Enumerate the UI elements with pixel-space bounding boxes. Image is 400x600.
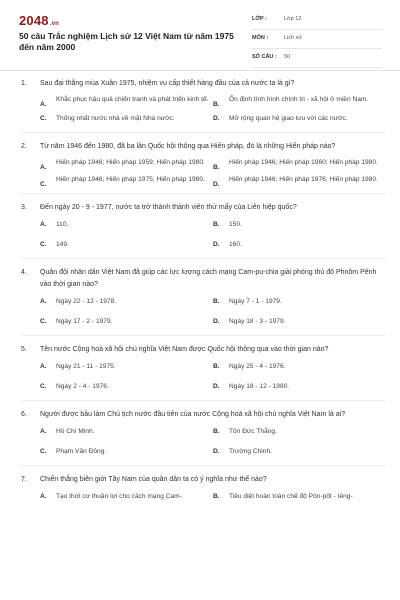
- answer-options: [21, 297, 386, 327]
- option-text: Ngày 7 - 1 - 1979.: [229, 298, 282, 305]
- option-letter: D.: [213, 240, 220, 248]
- option-text: Ngày 18 - 12 - 1980.: [229, 382, 290, 390]
- option-a[interactable]: [40, 427, 213, 438]
- option-a[interactable]: [40, 158, 213, 169]
- option-d[interactable]: [213, 317, 386, 328]
- question-6: [0, 409, 400, 466]
- option-text: Ngày 22 - 12 - 1978.: [56, 298, 117, 305]
- meta-row-subject: [252, 33, 382, 49]
- meta-value: Lịch sử: [284, 35, 303, 41]
- option-letter: B.: [213, 164, 220, 171]
- question-number: 6.: [21, 411, 27, 418]
- meta-row-class: [252, 14, 382, 30]
- question-body: Chiến thắng biên giới Tây Nam của quân dân ta có ý nghĩa như thế nào?: [40, 476, 267, 483]
- meta-label: SỐ CÂU :: [252, 54, 277, 60]
- question-divider: [21, 258, 386, 259]
- option-c[interactable]: [40, 114, 213, 125]
- option-a[interactable]: [40, 297, 213, 308]
- question-body: Đến ngày 20 - 9 - 1977, nước ta trở thành thành viên thứ mấy của Liên hiệp quốc?: [40, 204, 297, 211]
- option-letter: A.: [40, 493, 47, 500]
- option-text: Tạo thời cơ thuận lợi cho cách mạng Cam-: [56, 493, 182, 500]
- question-number: 2.: [21, 143, 27, 150]
- option-row: [40, 240, 386, 251]
- question-list: [0, 78, 400, 503]
- option-letter: B.: [213, 428, 220, 435]
- option-row: [40, 220, 386, 231]
- option-a[interactable]: [40, 492, 213, 503]
- option-letter: B.: [213, 363, 220, 370]
- option-row: [40, 175, 386, 186]
- option-row: [40, 492, 386, 503]
- option-text: Phạm Văn Đồng.: [56, 447, 107, 455]
- option-letter: D.: [213, 180, 220, 188]
- option-d[interactable]: [213, 240, 386, 251]
- option-text: Ngày 18 - 3 - 1979.: [229, 317, 286, 325]
- option-letter: C.: [40, 317, 47, 325]
- option-text: Hiến pháp 1946; Hiến pháp 1975; Hiến pháp 1980.: [56, 175, 205, 183]
- option-b[interactable]: [213, 427, 386, 438]
- question-divider: [21, 465, 386, 466]
- option-b[interactable]: [213, 492, 386, 503]
- question-number: 3.: [21, 204, 27, 211]
- option-a[interactable]: [40, 362, 213, 373]
- option-letter: A.: [40, 298, 47, 305]
- option-text: 150.: [229, 221, 242, 228]
- option-text: Hiến pháp 1946; Hiến pháp 1976; Hiến pháp 1980.: [229, 175, 378, 183]
- option-text: Ổn định tình hình chính trị - xã hội ở miền Nam.: [229, 96, 369, 103]
- option-text: 110.: [56, 221, 69, 228]
- meta-label: LỚP :: [252, 16, 267, 22]
- question-body: Quân đội nhân dân Việt Nam đã giúp các lực lượng cách mạng Cam-pu-chia giải phóng thủ đô Phnôm Pênh vào thời gian nào?: [40, 269, 377, 288]
- option-row: [40, 297, 386, 308]
- header-divider: [0, 70, 400, 71]
- logo-main: 2048: [19, 13, 49, 28]
- answer-options: [21, 427, 386, 457]
- question-body: Người được bầu làm Chủ tịch nước đầu tiên của nước Cộng hoà xã hội chủ nghĩa Việt Nam là ai?: [40, 411, 346, 418]
- option-letter: A.: [40, 221, 47, 228]
- option-row: [40, 158, 386, 169]
- option-letter: C.: [40, 180, 47, 188]
- option-row: [40, 427, 386, 438]
- option-letter: C.: [40, 240, 47, 248]
- option-letter: C.: [40, 447, 47, 455]
- option-row: [40, 317, 386, 328]
- question-body: Sau đại thắng mùa Xuân 1975, nhiệm vụ cấp thiết hàng đầu của cả nước ta là gì?: [40, 80, 295, 87]
- option-d[interactable]: [213, 447, 386, 458]
- option-b[interactable]: [213, 158, 386, 169]
- option-letter: D.: [213, 114, 220, 122]
- option-letter: B.: [213, 221, 220, 228]
- question-3: [0, 202, 400, 259]
- option-b[interactable]: [213, 95, 386, 106]
- option-text: Khắc phục hậu quả chiến tranh và phát triển kinh tế.: [56, 96, 209, 103]
- option-letter: B.: [213, 101, 220, 108]
- question-number: 7.: [21, 476, 27, 483]
- option-row: [40, 114, 386, 125]
- option-letter: D.: [213, 447, 220, 455]
- option-c[interactable]: [40, 175, 213, 186]
- question-text: [21, 344, 386, 356]
- option-letter: A.: [40, 363, 47, 370]
- option-text: Tiêu diệt hoàn toàn chế độ Pôn-pốt - Iêng-: [229, 493, 353, 500]
- option-c[interactable]: [40, 240, 213, 251]
- question-text: [21, 78, 386, 90]
- option-letter: A.: [40, 101, 47, 108]
- document-title: 50 câu Trắc nghiệm Lịch sử 12 Việt Nam từ năm 1975 đến năm 2000: [19, 31, 234, 52]
- option-text: Mở rộng quan hệ giao lưu với các nước.: [229, 114, 348, 122]
- question-number: 1.: [21, 80, 27, 87]
- option-letter: A.: [40, 428, 47, 435]
- question-divider: [21, 335, 386, 336]
- logo-suffix: .vn: [49, 21, 60, 27]
- question-7: [0, 474, 400, 503]
- question-divider: [21, 400, 386, 401]
- question-2: [0, 141, 400, 194]
- question-text: [21, 202, 386, 214]
- option-text: 149.: [56, 240, 69, 248]
- option-text: Hiến pháp 1946; Hiến pháp 1959; Hiến pháp 1980.: [56, 159, 205, 166]
- option-row: [40, 95, 386, 106]
- answer-options: [21, 220, 386, 250]
- meta-label: MÔN :: [252, 35, 269, 41]
- option-text: Hồ Chí Minh.: [56, 428, 95, 435]
- option-c[interactable]: [40, 317, 213, 328]
- question-text: [21, 409, 386, 421]
- option-text: Trường Chinh.: [229, 447, 272, 455]
- option-row: [40, 447, 386, 458]
- option-b[interactable]: [213, 220, 386, 231]
- option-text: Hiến pháp 1946; Hiến pháp 1960; Hiến pháp 1980.: [229, 159, 378, 166]
- answer-options: [21, 492, 386, 503]
- option-letter: B.: [213, 493, 220, 500]
- option-text: Ngày 25 - 4 - 1976.: [229, 363, 286, 370]
- question-text: [21, 267, 386, 291]
- option-text: 160.: [229, 240, 242, 248]
- question-number: 4.: [21, 269, 27, 276]
- option-text: Ngày 2 - 4 - 1976.: [56, 382, 109, 390]
- option-d[interactable]: [213, 114, 386, 125]
- option-row: [40, 362, 386, 373]
- option-text: Ngày 17 - 2 - 1979.: [56, 317, 113, 325]
- option-c[interactable]: [40, 447, 213, 458]
- meta-value: Lớp 12: [284, 16, 302, 22]
- option-text: Thống nhất nước nhà về mặt Nhà nước.: [56, 114, 175, 122]
- option-letter: B.: [213, 298, 220, 305]
- question-1: [0, 78, 400, 133]
- question-number: 5.: [21, 346, 27, 353]
- question-divider: [21, 132, 386, 133]
- option-letter: C.: [40, 114, 47, 122]
- option-letter: C.: [40, 382, 47, 390]
- answer-options: [21, 158, 386, 188]
- question-divider: [21, 193, 386, 194]
- option-d[interactable]: [213, 175, 386, 186]
- option-a[interactable]: [40, 95, 213, 106]
- question-4: [0, 267, 400, 336]
- option-b[interactable]: [213, 297, 386, 308]
- option-letter: D.: [213, 317, 220, 325]
- option-c[interactable]: [40, 382, 213, 393]
- answer-options: [21, 95, 386, 124]
- option-letter: A.: [40, 164, 47, 171]
- option-d[interactable]: [213, 382, 386, 393]
- option-a[interactable]: [40, 220, 213, 231]
- option-row: [40, 382, 386, 393]
- answer-options: [21, 362, 386, 392]
- question-text: [21, 141, 386, 153]
- document-meta: [252, 14, 382, 71]
- option-letter: D.: [213, 382, 220, 390]
- meta-value: 50: [284, 54, 291, 60]
- option-b[interactable]: [213, 362, 386, 373]
- question-text: [21, 474, 386, 486]
- question-body: Từ năm 1946 đến 1980, đã ba lần Quốc hội thông qua Hiến pháp, đó là những Hiến pháp nào?: [40, 143, 336, 150]
- document-header: [0, 0, 400, 66]
- option-text: Tôn Đức Thắng.: [229, 428, 277, 435]
- meta-row-count: [252, 52, 382, 68]
- question-5: [0, 344, 400, 401]
- site-logo[interactable]: [19, 13, 59, 28]
- option-text: Ngày 21 - 11 - 1975.: [56, 363, 116, 370]
- question-body: Tên nước Cộng hoà xã hội chủ nghĩa Việt Nam được Quốc hội thông qua vào thời gian nào?: [40, 346, 329, 353]
